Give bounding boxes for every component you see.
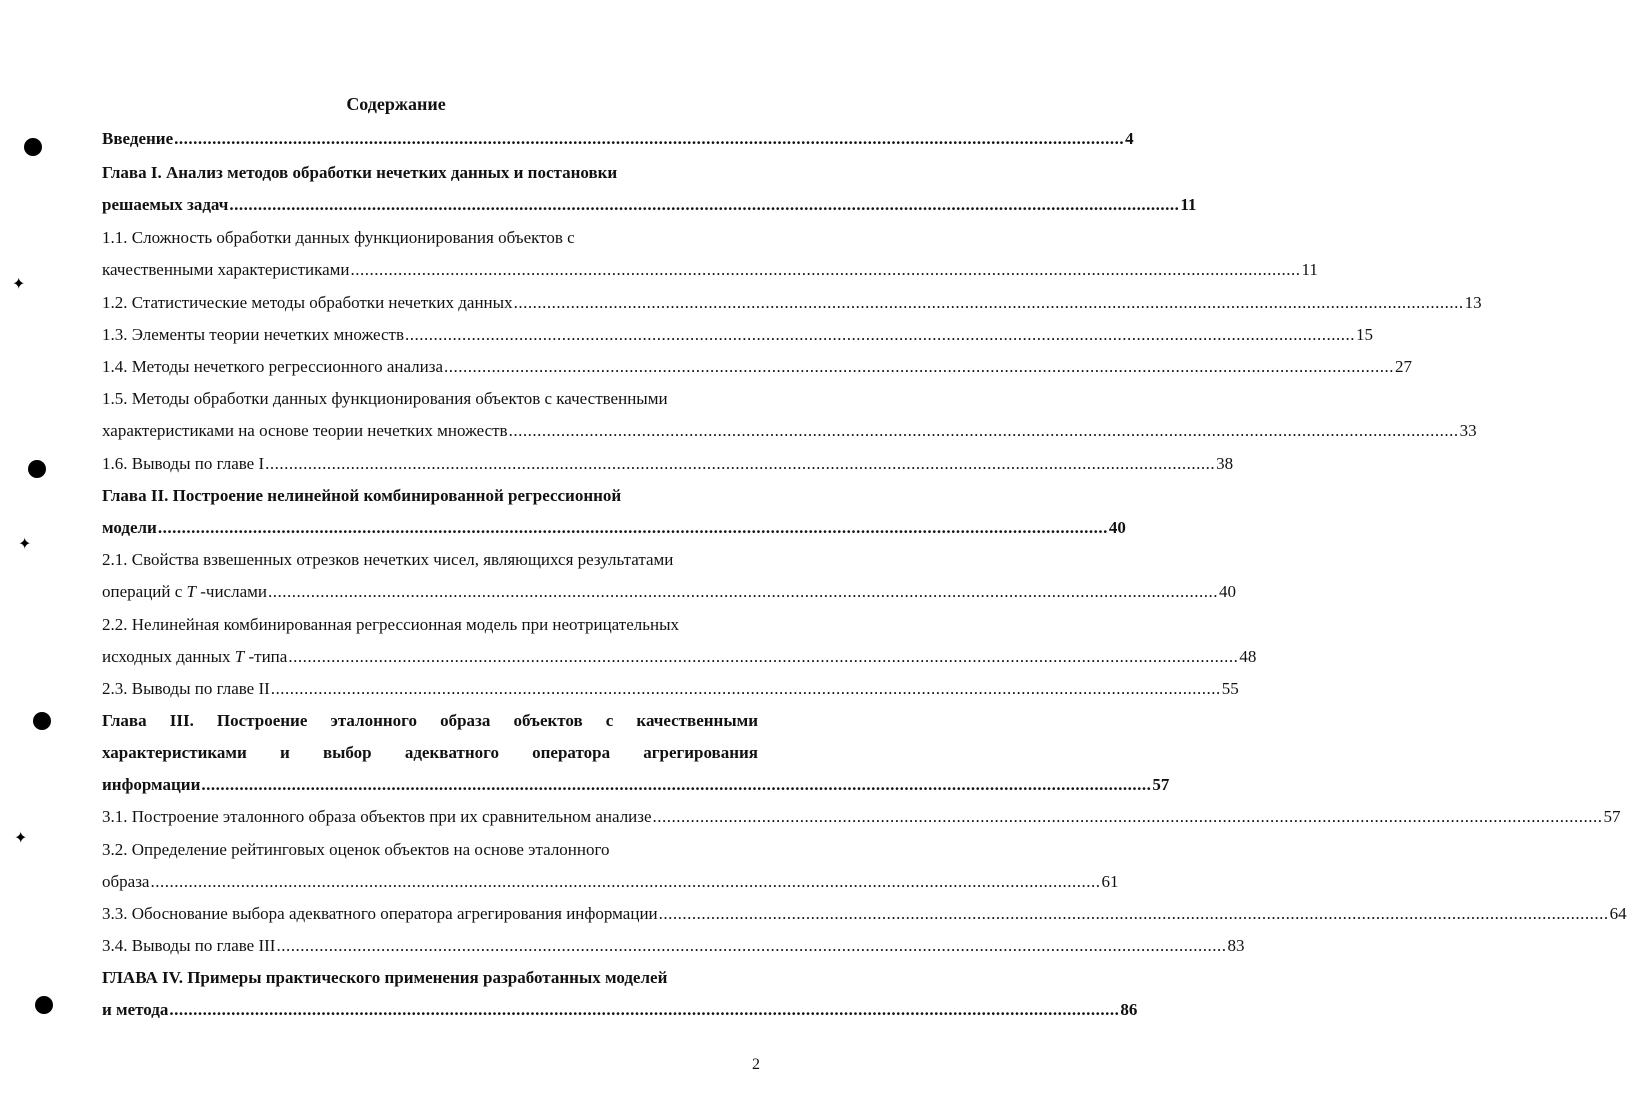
dot-leader: ........................................................................................................................................................................................................ [652, 807, 1603, 826]
toc-page: 48 [1239, 647, 1257, 666]
toc-entry-chapter-3-line1: Глава III. Построение эталонного образа объектов с качественными [102, 711, 758, 730]
toc-entry-chapter-4-line1: ГЛАВА IV. Примеры практического применения разработанных моделей [102, 968, 668, 987]
toc-entry-1-3 [102, 325, 1373, 345]
toc-label: решаемых задач [102, 195, 229, 214]
toc-label: модели [102, 518, 157, 537]
label-pre: операций с [102, 582, 183, 601]
toc-page: 61 [1101, 872, 1119, 891]
toc-entry-3-3 [102, 904, 1627, 924]
toc-label: качественными характеристиками [102, 260, 350, 279]
binder-hole-mark [28, 460, 46, 478]
toc-page: 40 [1108, 518, 1126, 537]
toc-entry-1-4 [102, 357, 1413, 377]
toc-page: 11 [1180, 195, 1197, 214]
toc-page: 55 [1221, 679, 1239, 698]
toc-title: Содержание [346, 94, 446, 114]
toc-entry-1-5-line1: 1.5. Методы обработки данных функционирования объектов с качественными [102, 389, 668, 408]
toc-page: 33 [1459, 421, 1477, 440]
toc-label: информации [102, 775, 201, 794]
dot-leader: ........................................................................................................................................................................................................ [157, 518, 1108, 537]
dot-leader: ........................................................................................................................................................................................................ [150, 872, 1101, 891]
toc-entry-chapter-1-line1: Глава I. Анализ методов обработки нечетких данных и постановки [102, 163, 618, 182]
toc-entry-chapter-4 [102, 1000, 1138, 1020]
dot-leader: ........................................................................................................................................................................................................ [444, 357, 1395, 376]
label-var: T [186, 582, 196, 601]
toc-label: 2.3. Выводы по главе II [102, 679, 270, 698]
toc-page: 83 [1227, 936, 1245, 955]
toc-entry-2-2-line1: 2.2. Нелинейная комбинированная регрессионная модель при неотрицательных [102, 615, 680, 634]
toc-page: 57 [1152, 775, 1170, 794]
toc-entry-chapter-2-line1: Глава II. Построение нелинейной комбинированной регрессионной [102, 486, 622, 505]
toc-label: и метода [102, 1000, 169, 1019]
toc-page: 15 [1355, 325, 1373, 344]
dot-leader: ........................................................................................................................................................................................................ [229, 195, 1180, 214]
dot-leader: ........................................................................................................................................................................................................ [288, 647, 1239, 666]
label-post: -числами [200, 582, 267, 601]
toc-page: 64 [1609, 904, 1627, 923]
dot-leader: ........................................................................................................................................................................................................ [169, 1000, 1120, 1019]
label-post: -типа [248, 647, 288, 666]
toc-entry-1-5 [102, 421, 1477, 441]
toc-entry-3-1 [102, 807, 1621, 827]
toc-label: Введение [102, 129, 174, 148]
toc-entry-2-1 [102, 582, 1236, 602]
toc-label: образа [102, 872, 150, 891]
toc-entry-chapter-3-line2: характеристиками и выбор адекватного оператора агрегирования [102, 743, 758, 762]
toc-entry-1-2 [102, 293, 1482, 313]
dot-leader: ........................................................................................................................................................................................................ [276, 936, 1227, 955]
label-pre: исходных данных [102, 647, 231, 666]
dot-leader: ........................................................................................................................................................................................................ [404, 325, 1355, 344]
toc-label: 1.3. Элементы теории нечетких множеств [102, 325, 404, 344]
scan-speck-icon: ✦ [18, 534, 32, 553]
scan-speck-icon: ✦ [12, 274, 26, 293]
dot-leader: ........................................................................................................................................................................................................ [265, 454, 1216, 473]
toc-label [102, 647, 287, 667]
dot-leader: ........................................................................................................................................................................................................ [658, 904, 1609, 923]
toc-entry-2-1-line1: 2.1. Свойства взвешенных отрезков нечетких чисел, являющихся результатами [102, 550, 674, 569]
toc-entry-1-1-line1: 1.1. Сложность обработки данных функционирования объектов с [102, 228, 575, 247]
toc-entry-2-3 [102, 679, 1239, 699]
toc-page: 4 [1125, 129, 1134, 148]
toc-entry-chapter-1 [102, 195, 1197, 215]
dot-leader: ........................................................................................................................................................................................................ [270, 679, 1221, 698]
toc-entry-2-2 [102, 647, 1257, 667]
toc-page: 27 [1395, 357, 1413, 376]
toc-page: 86 [1120, 1000, 1138, 1019]
label-var: T [234, 647, 245, 666]
toc-entry-chapter-2 [102, 518, 1126, 538]
toc-label: 1.4. Методы нечеткого регрессионного анализа [102, 357, 444, 376]
toc-entry-introduction [102, 129, 1134, 149]
binder-hole-mark [33, 712, 51, 730]
toc-page: 11 [1301, 260, 1318, 279]
toc-label: характеристиками на основе теории нечетких множеств [102, 421, 508, 440]
toc-page: 38 [1216, 454, 1234, 473]
toc-label: 3.4. Выводы по главе III [102, 936, 276, 955]
toc-page: 13 [1464, 293, 1482, 312]
toc-entry-chapter-3 [102, 775, 1170, 795]
dot-leader: ........................................................................................................................................................................................................ [508, 421, 1459, 440]
toc-label [102, 582, 267, 602]
toc-label: 1.2. Статистические методы обработки нечетких данных [102, 293, 513, 312]
toc-label: 3.1. Построение эталонного образа объектов при их сравнительном анализе [102, 807, 652, 826]
toc-entry-3-4 [102, 936, 1245, 956]
toc-page: 57 [1603, 807, 1621, 826]
toc-page: 40 [1219, 582, 1236, 601]
dot-leader: ........................................................................................................................................................................................................ [513, 293, 1464, 312]
scan-speck-icon: ✦ [14, 828, 28, 847]
toc-label: 3.3. Обоснование выбора адекватного оператора агрегирования информации [102, 904, 658, 923]
dot-leader: ........................................................................................................................................................................................................ [350, 260, 1301, 279]
toc-label: 1.6. Выводы по главе I [102, 454, 265, 473]
binder-hole-mark [24, 138, 42, 156]
binder-hole-mark [35, 996, 53, 1014]
toc-entry-1-1 [102, 260, 1318, 280]
toc-entry-3-2-line1: 3.2. Определение рейтинговых оценок объектов на основе эталонного [102, 840, 610, 859]
page-number: 2 [752, 1056, 760, 1073]
toc-entry-1-6 [102, 454, 1234, 474]
dot-leader: ........................................................................................................................................................................................................ [174, 129, 1125, 148]
dot-leader: ........................................................................................................................................................................................................ [268, 582, 1218, 601]
dot-leader: ........................................................................................................................................................................................................ [201, 775, 1152, 794]
toc-entry-3-2 [102, 872, 1119, 892]
